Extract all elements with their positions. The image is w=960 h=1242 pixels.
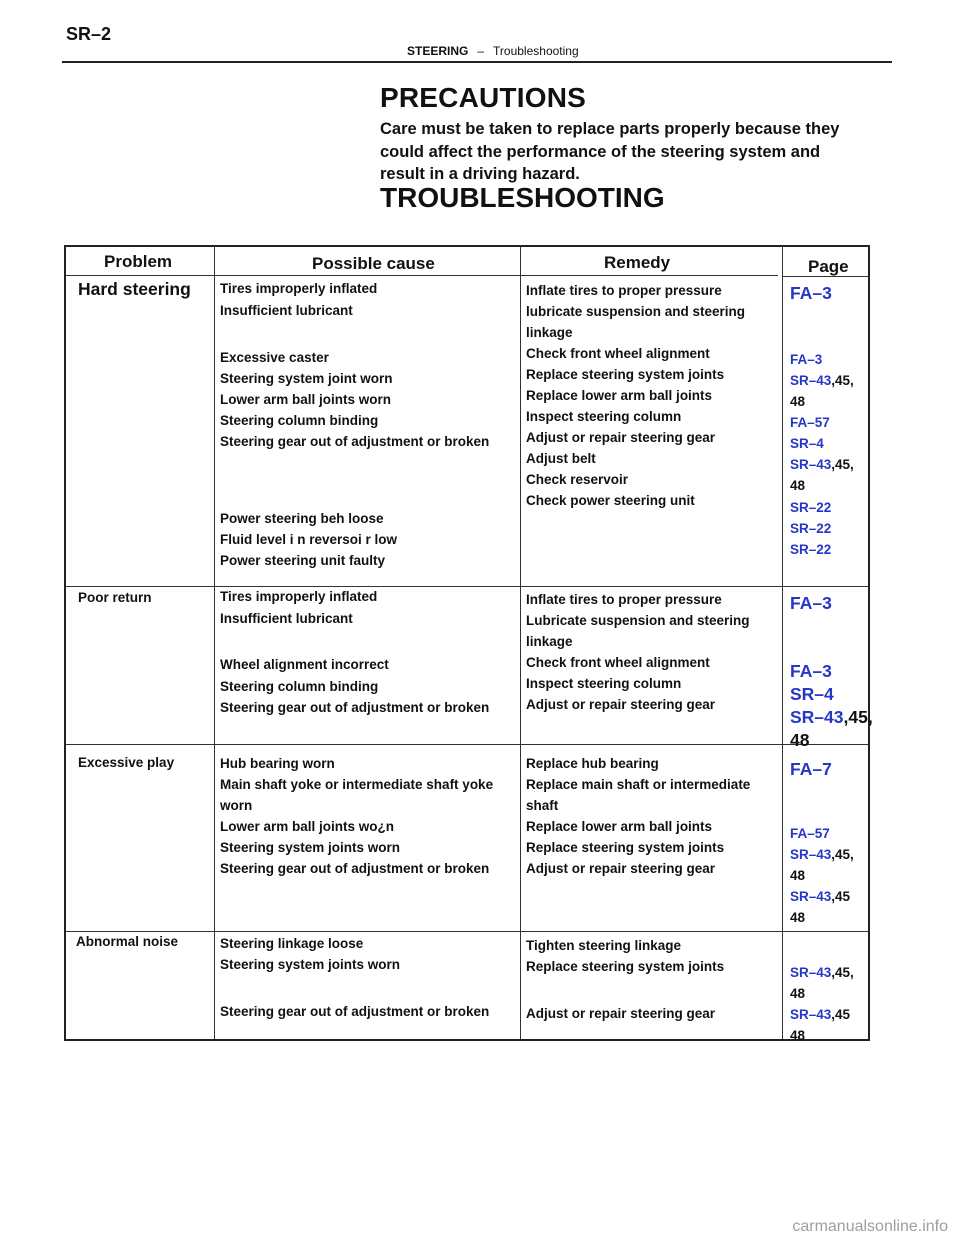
remedy: Replace lower arm ball joints	[526, 388, 713, 403]
possible-cause: Power steering unit faulty	[220, 553, 386, 568]
page-reference	[790, 986, 805, 1001]
page-reference-link[interactable]: SR–43	[790, 373, 832, 388]
page-reference-link[interactable]: SR–4	[790, 436, 824, 451]
page-reference-link[interactable]: FA–3	[790, 661, 832, 681]
page-reference[interactable]	[790, 457, 854, 472]
remedy: lubricate suspension and steering	[526, 304, 746, 319]
page-reference-link[interactable]: FA–3	[790, 283, 832, 303]
page-reference-link[interactable]: FA–57	[790, 415, 830, 430]
column-divider	[214, 247, 215, 1039]
page-reference[interactable]	[790, 415, 830, 430]
precautions-text	[380, 118, 880, 186]
page-reference-link[interactable]: SR–43	[790, 1007, 832, 1022]
running-head-separator: –	[477, 44, 485, 58]
possible-cause: Tires improperly inflated	[220, 589, 378, 604]
possible-cause: Steering gear out of adjustment or broken	[220, 1004, 490, 1019]
running-head-subsection: Troubleshooting	[493, 44, 579, 58]
possible-cause: Lower arm ball joints worn	[220, 392, 392, 407]
page-reference-link[interactable]: SR–43	[790, 847, 832, 862]
possible-cause: Main shaft yoke or intermediate shaft yoke	[220, 777, 494, 792]
page-reference[interactable]	[790, 707, 873, 728]
page-reference-suffix: 48	[790, 394, 806, 409]
page-reference[interactable]	[790, 889, 850, 904]
column-header-possible-cause: Possible cause	[312, 254, 435, 273]
page-reference-link[interactable]: SR–43	[790, 457, 832, 472]
column-divider	[782, 247, 783, 1039]
page-reference-suffix: ,45	[831, 889, 851, 904]
page-reference[interactable]	[790, 283, 832, 304]
possible-cause: Steering gear out of adjustment or broken	[220, 434, 490, 449]
remedy: Inflate tires to proper pressure	[526, 283, 722, 298]
page-reference[interactable]	[790, 500, 831, 515]
precautions-line: Care must be taken to replace parts properly because they	[380, 120, 840, 138]
remedy: Adjust or repair steering gear	[526, 697, 716, 712]
page-reference[interactable]	[790, 373, 854, 388]
possible-cause: Steering system joint worn	[220, 371, 393, 386]
possible-cause: Steering gear out of adjustment or broken	[220, 700, 490, 715]
problem-label: Excessive play	[78, 755, 175, 770]
remedy: Inspect steering column	[526, 409, 682, 424]
possible-cause: Insufficient lubricant	[220, 303, 353, 318]
problem-label: Hard steering	[78, 279, 191, 299]
page-reference[interactable]	[790, 1007, 850, 1022]
remedy: Replace hub bearing	[526, 756, 659, 771]
remedy: Inspect steering column	[526, 676, 682, 691]
running-head	[407, 44, 579, 58]
possible-cause: Steering system joints worn	[220, 957, 401, 972]
remedy: Check power steering unit	[526, 493, 695, 508]
page-reference-link[interactable]: SR–43	[790, 707, 844, 727]
page-reference-suffix: ,45,	[843, 707, 873, 727]
column-divider	[520, 247, 521, 1039]
possible-cause: Tires improperly inflated	[220, 281, 378, 296]
page-reference	[790, 910, 805, 925]
remedy: linkage	[526, 634, 573, 649]
possible-cause: Steering linkage loose	[220, 936, 364, 951]
page-reference-link[interactable]: FA–3	[790, 352, 823, 367]
page-reference-suffix: 48	[790, 986, 806, 1001]
page-reference-suffix: 48	[790, 1028, 806, 1043]
page-reference	[790, 868, 805, 883]
running-head-section: STEERING	[407, 44, 469, 58]
remedy: Adjust belt	[526, 451, 596, 466]
page-reference-suffix: ,45,	[831, 965, 854, 980]
remedy: Adjust or repair steering gear	[526, 1006, 716, 1021]
page-reference[interactable]	[790, 847, 854, 862]
page-reference-suffix: 48	[790, 478, 806, 493]
page-reference-suffix: ,45,	[831, 847, 854, 862]
page-reference-link[interactable]: SR–43	[790, 965, 832, 980]
remedy: Replace lower arm ball joints	[526, 819, 713, 834]
problem-label: Abnormal noise	[76, 934, 179, 949]
possible-cause: Steering gear out of adjustment or broken	[220, 861, 490, 876]
page-reference[interactable]	[790, 521, 831, 536]
possible-cause: Steering column binding	[220, 413, 379, 428]
remedy: Lubricate suspension and steering	[526, 613, 750, 628]
possible-cause: Lower arm ball joints wo¿n	[220, 819, 395, 834]
remedy: Inflate tires to proper pressure	[526, 592, 722, 607]
possible-cause: Wheel alignment incorrect	[220, 657, 389, 672]
row-divider	[66, 586, 868, 587]
page-reference-link[interactable]: SR–22	[790, 521, 832, 536]
page-reference[interactable]	[790, 759, 832, 780]
remedy: Replace steering system joints	[526, 367, 725, 382]
page-reference-suffix: 48	[790, 730, 810, 750]
troubleshooting-table	[64, 245, 873, 1043]
possible-cause: Power steering beh loose	[220, 511, 384, 526]
remedy: Check reservoir	[526, 472, 629, 487]
page-reference	[790, 478, 805, 493]
page-reference-link[interactable]: SR–22	[790, 542, 832, 557]
page-reference-suffix: ,45,	[831, 373, 854, 388]
column-header-page: Page	[808, 257, 849, 276]
page-reference[interactable]	[790, 542, 831, 557]
page-reference-link[interactable]: FA–3	[790, 593, 832, 613]
page-reference	[790, 394, 805, 409]
troubleshooting-heading: TROUBLESHOOTING	[380, 182, 665, 213]
remedy: Adjust or repair steering gear	[526, 430, 716, 445]
remedy: shaft	[526, 798, 559, 813]
header-divider	[66, 275, 778, 276]
page-reference[interactable]	[790, 826, 830, 841]
page-reference-link[interactable]: FA–7	[790, 759, 832, 779]
precautions-line: result in a driving hazard.	[380, 165, 580, 183]
page-reference-link[interactable]: FA–57	[790, 826, 830, 841]
remedy: Check front wheel alignment	[526, 655, 710, 670]
possible-cause: Fluid level i n reversoi r low	[220, 532, 398, 547]
column-header-remedy: Remedy	[604, 253, 671, 272]
remedy: Replace main shaft or intermediate	[526, 777, 751, 792]
column-header-problem: Problem	[104, 252, 173, 271]
row-divider	[66, 931, 868, 932]
page-reference	[790, 730, 809, 751]
page-reference-suffix: 48	[790, 868, 806, 883]
precautions-heading: PRECAUTIONS	[380, 82, 586, 113]
precautions-line: could affect the performance of the steering system and	[380, 142, 821, 161]
remedy: Replace steering system joints	[526, 959, 725, 974]
possible-cause: Excessive caster	[220, 350, 329, 365]
page-reference[interactable]	[790, 436, 824, 451]
possible-cause: Insufficient lubricant	[220, 611, 353, 626]
row-divider	[66, 744, 868, 745]
page-reference[interactable]	[790, 352, 822, 367]
page-reference[interactable]	[790, 661, 832, 682]
page-reference	[790, 1028, 805, 1043]
remedy: linkage	[526, 325, 573, 340]
watermark: carmanualsonline.info	[792, 1218, 948, 1235]
possible-cause: Steering column binding	[220, 679, 379, 694]
page-reference-link[interactable]: SR–4	[790, 684, 834, 704]
page-reference[interactable]	[790, 965, 854, 980]
page-reference-suffix: ,45	[831, 1007, 851, 1022]
possible-cause: Hub bearing worn	[220, 756, 335, 771]
possible-cause: worn	[220, 798, 253, 813]
remedy: Replace steering system joints	[526, 840, 725, 855]
problem-label: Poor return	[78, 590, 152, 605]
remedy: Adjust or repair steering gear	[526, 861, 716, 876]
possible-cause: Steering system joints worn	[220, 840, 401, 855]
page-reference-suffix: 48	[790, 910, 806, 925]
page-reference-link[interactable]: SR–43	[790, 889, 832, 904]
page-reference-suffix: ,45,	[831, 457, 854, 472]
remedy: Check front wheel alignment	[526, 346, 710, 361]
header-rule	[62, 61, 892, 63]
page-number: SR–2	[66, 24, 112, 44]
page-reference[interactable]	[790, 684, 834, 705]
page-reference[interactable]	[790, 593, 832, 614]
page-reference-link[interactable]: SR–22	[790, 500, 832, 515]
remedy: Tighten steering linkage	[526, 938, 682, 953]
